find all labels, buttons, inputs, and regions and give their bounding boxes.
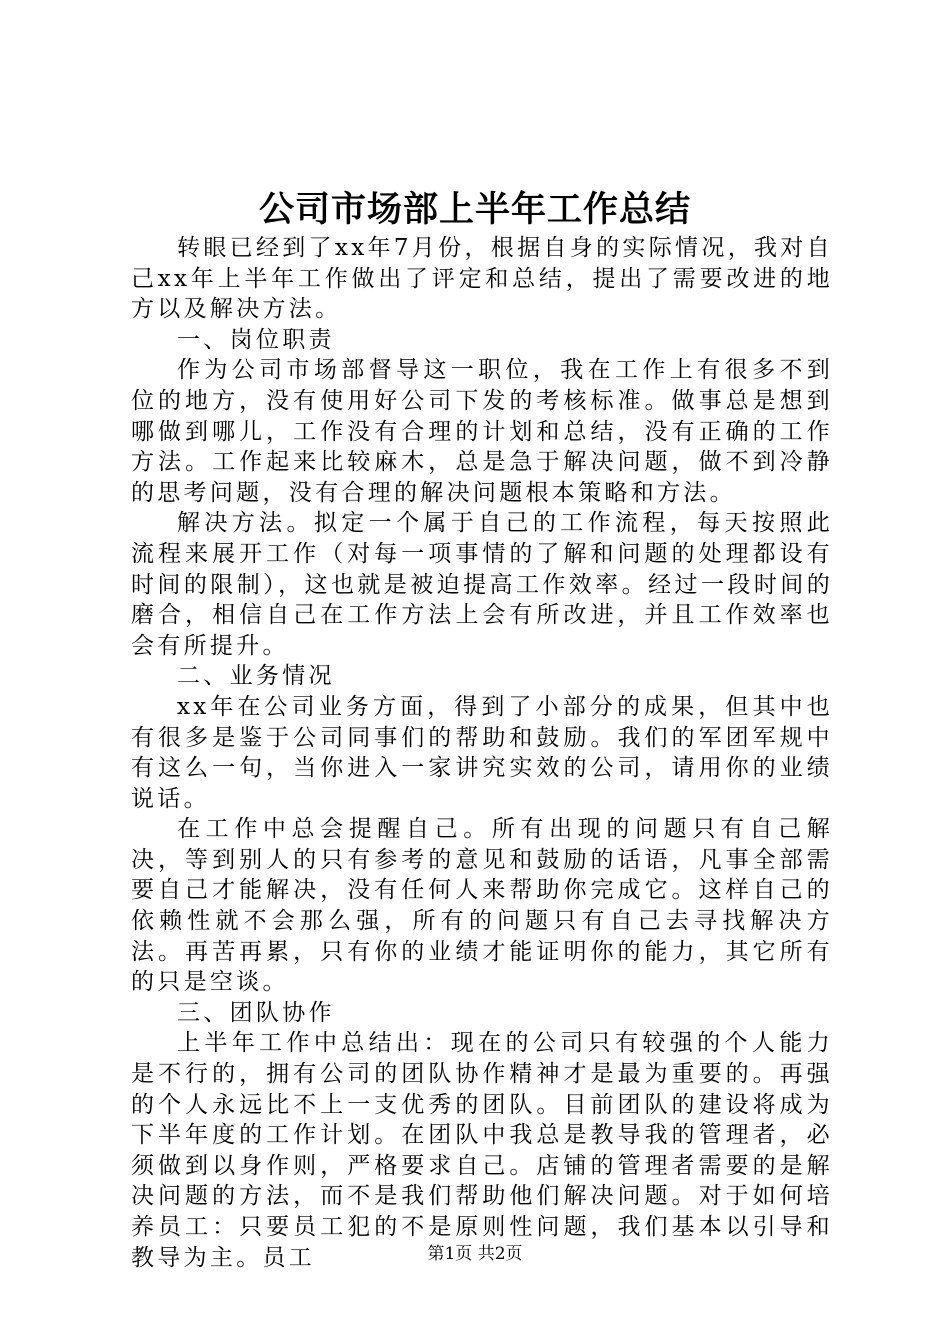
page-footer: 第1页 共2页 <box>427 1244 523 1264</box>
body-paragraph: 在工作中总会提醒自己。所有出现的问题只有自己解决，等到别人的只有参考的意见和鼓励的话语，凡事全部需要自己才能解决，没有任何人来帮助你完成它。这样自己的依赖性就不会那么强，所有的问题只有自己去寻找解决方法。再苦再累，只有你的业绩才能证明你的能力，其它所有的只是空谈。 <box>131 816 833 996</box>
body-paragraph: xx年在公司业务方面，得到了小部分的成果，但其中也有很多是鉴于公司同事们的帮助和鼓励。我们的军团军规中有这么一句，当你进入一家讲究实效的公司，请用你的业绩说话。 <box>131 693 833 812</box>
body-paragraph: 作为公司市场部督导这一职位，我在工作上有很多不到位的地方，没有使用好公司下发的考核标准。做事总是想到哪做到哪儿，工作没有合理的计划和总结，没有正确的工作方法。工作起来比较麻木，总是急于解决问题，做不到冷静的思考问题，没有合理的解决问题根本策略和方法。 <box>131 357 833 506</box>
document-title: 公司市场部上半年工作总结 <box>258 189 691 230</box>
body-paragraph: 转眼已经到了xx年7月份，根据自身的实际情况，我对自己xx年上半年工作做出了评定和总结，提出了需要改进的地方以及解决方法。 <box>131 235 833 323</box>
body-paragraph: 上半年工作中总结出：现在的公司只有较强的个人能力是不行的，拥有公司的团队协作精神才是最为重要的。再强的个人永远比不上一支优秀的团队。目前团队的建设将成为下半年度的工作计划。在团队中我总是教导我的管理者，必须做到以身作则，严格要求自己。店铺的管理者需要的是解决问题的方法，而不是我们帮助他们解决问题。对于如何培养员工：只要员工犯的不是原则性问题，我们基本以引导和教导为主。员工 <box>131 1030 833 1271</box>
body-paragraph: 解决方法。拟定一个属于自己的工作流程，每天按照此流程来展开工作（对每一项事情的了解和问题的处理都设有时间的限制），这也就是被迫提高工作效率。经过一段时间的磨合，相信自己在工作方法上会有所改进，并且工作效率也会有所提升。 <box>131 510 833 659</box>
section-heading: 三、团队协作 <box>177 999 335 1026</box>
document-body <box>131 233 833 1273</box>
section-heading: 二、业务情况 <box>177 663 335 690</box>
section-heading: 一、岗位职责 <box>177 326 335 353</box>
